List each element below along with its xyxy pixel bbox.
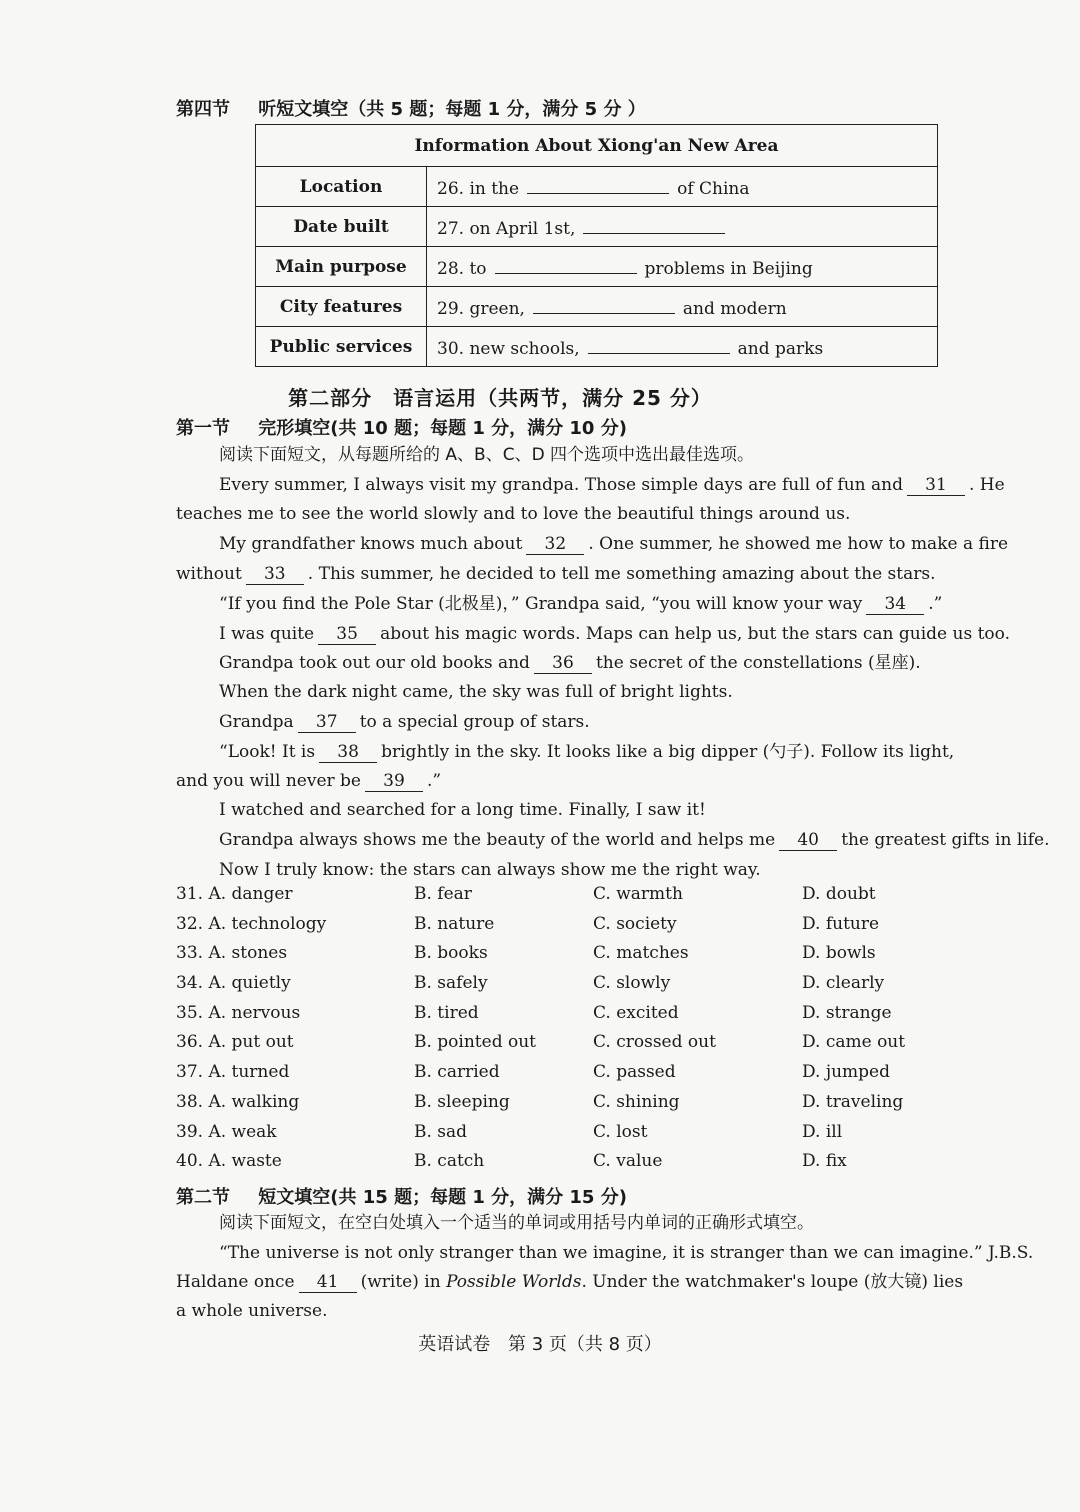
option-choice[interactable]: D. fix	[802, 1151, 847, 1172]
row-content	[427, 207, 938, 247]
fill-line-1: “The universe is not only stranger than we imagine, it is stranger than we can imagine.” J.B.S.	[219, 1243, 1034, 1263]
answer-gap[interactable]: 33	[246, 564, 304, 585]
option-row	[176, 973, 936, 1003]
passage-text: .”	[928, 594, 943, 614]
option-choice[interactable]: 37. A. turned	[176, 1062, 290, 1083]
table-row	[256, 167, 938, 207]
table-row	[256, 327, 938, 367]
row-text-pre: 30. new schools,	[437, 338, 580, 359]
option-row	[176, 1032, 936, 1062]
section4-heading	[176, 95, 646, 121]
option-choice[interactable]: D. clearly	[802, 973, 885, 994]
option-row	[176, 943, 936, 973]
answer-gap[interactable]: 37	[298, 712, 356, 733]
row-content	[427, 167, 938, 207]
row-label: Public services	[256, 327, 427, 367]
fill-title: 第二节	[176, 1187, 230, 1208]
option-row	[176, 884, 936, 914]
option-choice[interactable]: D. traveling	[802, 1091, 904, 1112]
passage-text: and you will never be	[176, 771, 361, 791]
passage-text: “If you find the Pole Star (北极星)，” Grandpa said, “you will know your way	[219, 594, 863, 614]
answer-blank[interactable]	[583, 215, 725, 234]
passage-line	[219, 856, 761, 886]
passage-text: the greatest gifts in life.	[841, 830, 1050, 850]
info-table	[255, 124, 938, 367]
passage-text: . One summer, he showed me how to make a fire	[588, 534, 1009, 554]
section4-title: 第四节	[176, 99, 230, 120]
option-choice[interactable]: B. books	[414, 943, 488, 964]
option-choice[interactable]: 36. A. put out	[176, 1032, 294, 1053]
section4-subtitle: 听短文填空（共 5 题；每题 1 分，满分 5 分 ）	[258, 99, 646, 120]
row-label: Main purpose	[256, 247, 427, 287]
option-choice[interactable]: 35. A. nervous	[176, 1002, 301, 1023]
fill-note: 短文填空(共 15 题；每题 1 分，满分 15 分)	[258, 1187, 627, 1208]
passage-text: . He	[968, 475, 1005, 495]
passage-text: Grandpa took out our old books and	[219, 653, 530, 673]
option-choice[interactable]: B. sad	[414, 1121, 468, 1142]
option-choice[interactable]: 39. A. weak	[176, 1121, 277, 1142]
row-text-pre: 27. on April 1st,	[437, 218, 576, 239]
fill-text: Haldane once	[176, 1272, 295, 1292]
row-text-post: of China	[677, 178, 750, 199]
passage-line	[176, 560, 936, 590]
row-text-post: and modern	[682, 298, 787, 319]
row-text-pre: 28. to	[437, 258, 487, 279]
fill-instruction: 阅读下面短文，在空白处填入一个适当的单词或用括号内单词的正确形式填空。	[219, 1213, 814, 1233]
answer-gap[interactable]: 38	[319, 742, 377, 763]
table-row	[256, 287, 938, 327]
row-text-post: problems in Beijing	[644, 258, 813, 279]
option-choice[interactable]: 34. A. quietly	[176, 973, 291, 994]
passage-text: Grandpa always shows me the beauty of the world and helps me	[219, 830, 776, 850]
answer-gap[interactable]: 31	[907, 475, 965, 496]
passage-line	[219, 678, 733, 708]
option-choice[interactable]: D. future	[802, 913, 880, 934]
option-choice[interactable]: C. matches	[593, 943, 689, 964]
cloze-note: 完形填空(共 10 题；每题 1 分，满分 10 分)	[258, 418, 627, 439]
passage-text: When the dark night came, the sky was full of bright lights.	[219, 682, 733, 702]
passage-text: .”	[426, 771, 442, 791]
option-row	[176, 1122, 936, 1152]
answer-blank[interactable]	[533, 295, 675, 314]
info-table-header: Information About Xiong'an New Area	[256, 125, 938, 167]
option-row	[176, 914, 936, 944]
answer-gap[interactable]: 35	[318, 624, 376, 645]
option-choice[interactable]: C. shining	[593, 1091, 680, 1112]
row-content	[427, 287, 938, 327]
option-choice[interactable]: 38. A. walking	[176, 1091, 300, 1112]
passage-line	[176, 500, 850, 530]
row-content	[427, 247, 938, 287]
part2-title: 第二部分 语言运用（共两节，满分 25 分）	[288, 386, 712, 410]
passage-text: “Look! It is	[219, 742, 316, 762]
page-footer	[0, 1330, 1080, 1356]
passage-text: to a special group of stars.	[359, 712, 590, 732]
option-choice[interactable]: C. warmth	[593, 884, 683, 904]
row-label: Location	[256, 167, 427, 207]
option-row	[176, 1003, 936, 1033]
answer-gap[interactable]: 41	[299, 1272, 357, 1293]
passage-line	[219, 708, 590, 738]
row-text-pre: 29. green,	[437, 298, 525, 319]
row-content	[427, 327, 938, 367]
option-choice[interactable]: B. catch	[414, 1151, 485, 1172]
answer-gap[interactable]: 34	[866, 594, 924, 615]
option-row	[176, 1151, 936, 1181]
option-choice[interactable]: B. sleeping	[414, 1091, 510, 1112]
option-choice[interactable]: B. safely	[414, 973, 488, 994]
row-text-post: and parks	[737, 338, 824, 359]
passage-line	[176, 767, 441, 797]
option-choice[interactable]: C. excited	[593, 1002, 679, 1023]
book-title: Possible Worlds	[446, 1272, 582, 1292]
passage-line	[219, 590, 942, 620]
table-row	[256, 247, 938, 287]
passage-line	[219, 649, 921, 679]
passage-text: brightly in the sky. It looks like a big dipper (勺子). Follow its light,	[381, 742, 955, 762]
option-choice[interactable]: D. jumped	[802, 1062, 890, 1083]
answer-blank[interactable]	[527, 175, 669, 194]
option-choice[interactable]: 31. A. danger	[176, 884, 293, 904]
option-choice[interactable]: C. value	[593, 1151, 663, 1172]
cloze-heading	[176, 414, 627, 440]
fill-line-2	[176, 1268, 963, 1298]
option-choice[interactable]: C. society	[593, 913, 677, 934]
fill-heading	[176, 1183, 627, 1209]
option-choice[interactable]: 32. A. technology	[176, 913, 327, 934]
option-choice[interactable]: 40. A. waste	[176, 1151, 282, 1172]
passage-line	[219, 530, 1008, 560]
passage-text: teaches me to see the world slowly and to love the beautiful things around us.	[176, 504, 851, 524]
option-choice[interactable]: B. fear	[414, 884, 472, 904]
passage-text: My grandfather knows much about	[219, 534, 523, 554]
row-label: Date built	[256, 207, 427, 247]
answer-gap[interactable]: 40	[779, 830, 837, 851]
option-choice[interactable]: B. pointed out	[414, 1032, 536, 1053]
answer-gap[interactable]: 32	[526, 534, 584, 555]
passage-text: Now I truly know: the stars can always show me the right way.	[219, 860, 761, 880]
answer-gap[interactable]: 39	[365, 771, 423, 792]
passage-text: about his magic words. Maps can help us, but the stars can guide us too.	[380, 624, 1011, 644]
answer-blank[interactable]	[495, 255, 637, 274]
answer-gap[interactable]: 36	[534, 653, 592, 674]
option-choice[interactable]: B. tired	[414, 1002, 479, 1023]
option-choice[interactable]: B. carried	[414, 1062, 500, 1083]
cloze-instruction: 阅读下面短文，从每题所给的 A、B、C、D 四个选项中选出最佳选项。	[219, 445, 755, 465]
passage-text: . This summer, he decided to tell me something amazing about the stars.	[307, 564, 936, 584]
option-choice[interactable]: D. ill	[802, 1121, 843, 1142]
option-row	[176, 1062, 936, 1092]
fill-text: . Under the watchmaker's loupe (放大镜) lies	[581, 1272, 964, 1292]
passage-text: Grandpa	[219, 712, 294, 732]
option-choice[interactable]: C. passed	[593, 1062, 676, 1083]
passage-text: without	[176, 564, 242, 584]
passage-text: Every summer, I always visit my grandpa. Those simple days are full of fun and	[219, 475, 903, 495]
option-choice[interactable]: D. strange	[802, 1002, 892, 1023]
passage-line	[219, 471, 1005, 501]
cloze-options	[176, 884, 936, 1181]
fill-text: (write) in	[360, 1272, 441, 1292]
cloze-title: 第一节	[176, 418, 230, 439]
passage-line	[219, 620, 1010, 650]
option-choice[interactable]: C. crossed out	[593, 1032, 716, 1053]
info-table-header-row	[256, 125, 938, 167]
fill-line-3: a whole universe.	[176, 1301, 328, 1321]
passage-line	[219, 796, 706, 826]
passage-text: I was quite	[219, 624, 315, 644]
passage-line	[219, 738, 954, 768]
answer-blank[interactable]	[588, 335, 730, 354]
passage-text: I watched and searched for a long time. Finally, I saw it!	[219, 800, 706, 820]
row-label: City features	[256, 287, 427, 327]
option-choice[interactable]: B. nature	[414, 913, 495, 934]
row-text-pre: 26. in the	[437, 178, 520, 199]
footer-subject: 英语试卷	[418, 1334, 491, 1355]
footer-page: 第 3 页（共 8 页）	[507, 1334, 662, 1355]
option-row	[176, 1092, 936, 1122]
passage-line	[219, 826, 1049, 856]
option-choice[interactable]: C. lost	[593, 1121, 648, 1142]
option-choice[interactable]: D. doubt	[802, 884, 876, 904]
option-choice[interactable]: D. bowls	[802, 943, 876, 964]
passage-text: the secret of the constellations (星座).	[595, 653, 921, 673]
table-row	[256, 207, 938, 247]
option-choice[interactable]: D. came out	[802, 1032, 906, 1053]
option-choice[interactable]: C. slowly	[593, 973, 671, 994]
option-choice[interactable]: 33. A. stones	[176, 943, 288, 964]
